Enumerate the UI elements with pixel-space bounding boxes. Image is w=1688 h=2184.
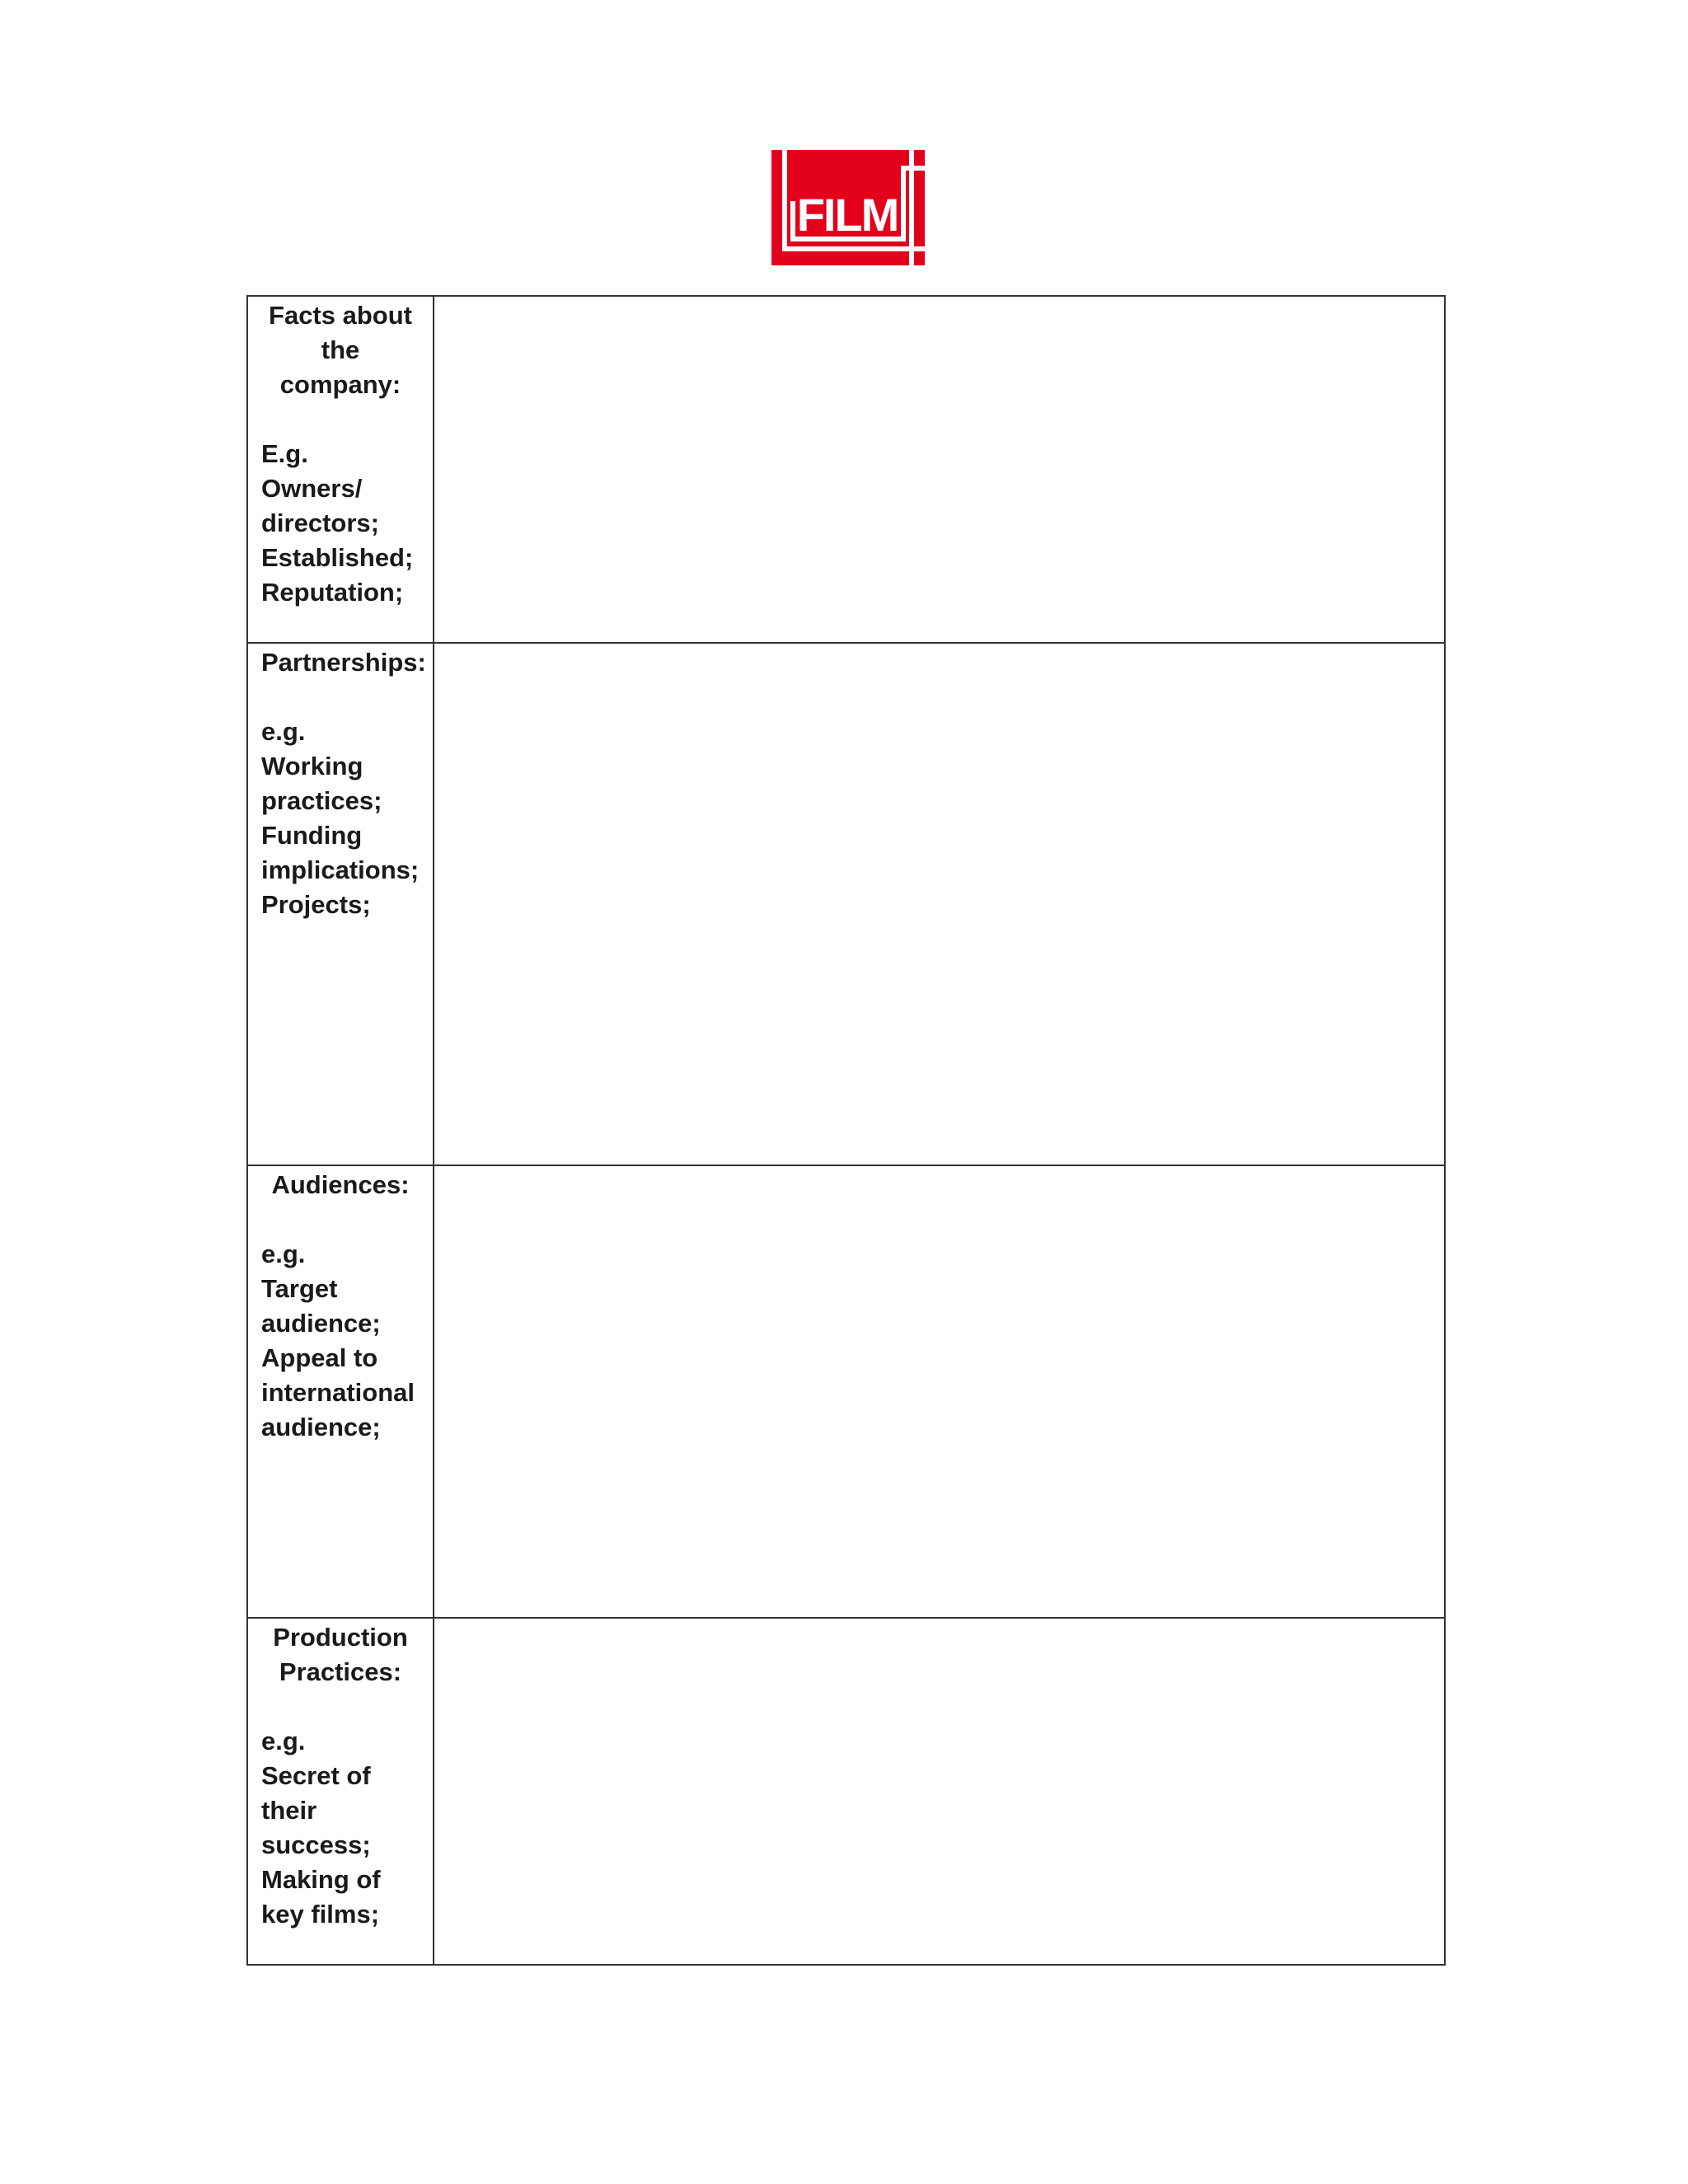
row-hint-line: success;: [261, 1830, 371, 1859]
table-row: [247, 1165, 1445, 1618]
row-hint-line: Working: [261, 752, 363, 780]
table-row: [247, 296, 1445, 643]
logo-text: FILM: [796, 189, 898, 241]
row-hint-line: e.g.: [261, 1727, 306, 1755]
row-hint-line: practices;: [261, 786, 382, 815]
row-heading-line: Partnerships:: [261, 648, 426, 677]
row-heading-line: Audiences:: [271, 1170, 410, 1199]
row-hint-line: international: [261, 1378, 415, 1407]
answer-cell-partnerships[interactable]: [434, 643, 1445, 1165]
row-hint-line: e.g.: [261, 1240, 306, 1268]
row-hint-line: Owners/: [261, 474, 363, 503]
row-hint-line: directors;: [261, 509, 379, 537]
row-heading-line: Practices:: [279, 1657, 402, 1686]
row-hint-line: Reputation;: [261, 578, 404, 607]
label-cell-facts: [247, 296, 434, 643]
row-hint-line: Target: [261, 1274, 338, 1303]
company-research-table: [246, 295, 1446, 1966]
label-cell-audiences: [247, 1165, 434, 1618]
label-cell-partnerships: [247, 643, 434, 1165]
row-hint-line: audience;: [261, 1309, 381, 1338]
row-hint-line: Funding: [261, 821, 363, 850]
film-logo-icon: [771, 150, 925, 265]
row-hint-line: e.g.: [261, 717, 306, 746]
row-hint-line: implications;: [261, 855, 420, 884]
row-hint-line: Secret of: [261, 1761, 371, 1790]
row-heading-line: Facts about: [269, 301, 412, 330]
row-hint-line: E.g.: [261, 439, 308, 468]
film-logo: [771, 150, 925, 265]
table-row: [247, 643, 1445, 1165]
row-heading-line: the: [321, 335, 360, 364]
label-cell-production: [247, 1618, 434, 1965]
row-heading-line: company:: [279, 370, 401, 399]
row-hint-line: audience;: [261, 1413, 381, 1441]
answer-cell-facts[interactable]: [434, 296, 1445, 643]
row-hint-line: Appeal to: [261, 1343, 378, 1372]
row-heading-line: Production: [273, 1623, 408, 1652]
row-hint-line: Projects;: [261, 890, 371, 919]
answer-cell-production[interactable]: [434, 1618, 1445, 1965]
row-hint-line: Established;: [261, 543, 414, 572]
row-hint-line: their: [261, 1796, 317, 1825]
row-hint-line: key films;: [261, 1900, 380, 1929]
table-row: [247, 1618, 1445, 1965]
answer-cell-audiences[interactable]: [434, 1165, 1445, 1618]
row-hint-line: Making of: [261, 1865, 381, 1894]
